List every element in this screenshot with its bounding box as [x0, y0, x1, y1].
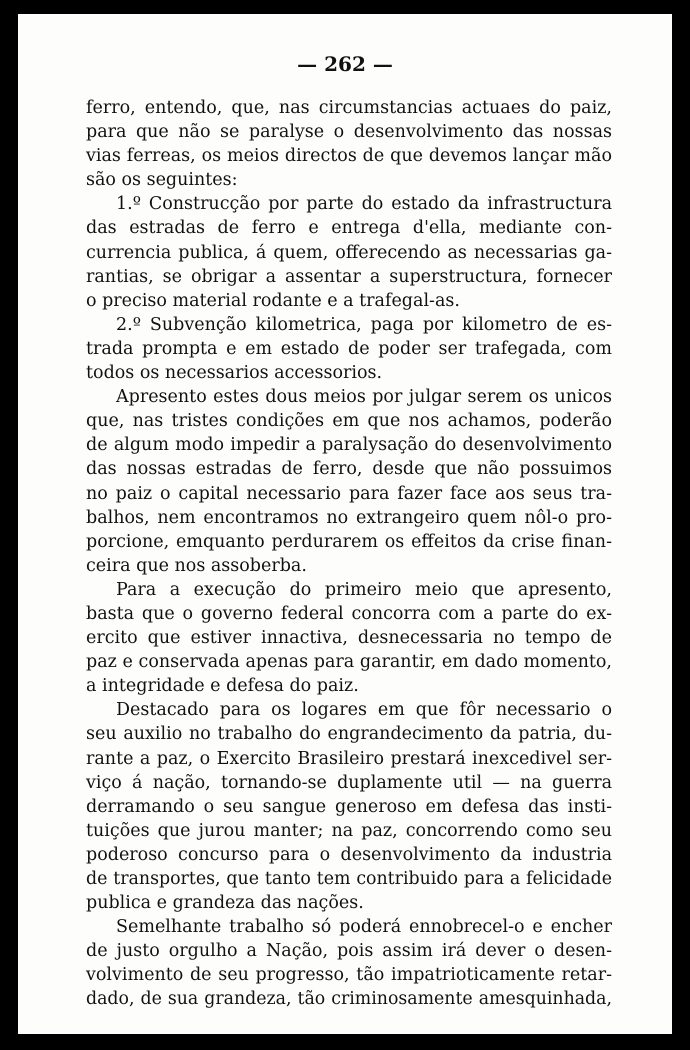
text-line: de transportes, que tanto tem contribuido para a felicidade — [86, 869, 612, 889]
text-line: Destacado para os logares em que fôr necessario o — [116, 700, 612, 721]
text-line: basta que o governo federal concorra com a parte do ex- — [86, 603, 612, 624]
text-line: ceira que nos assoberba. — [86, 555, 307, 576]
text-line: poderoso concurso para o desenvolvimento da industria — [86, 844, 612, 865]
text-line: ferro, entendo, que, nas circumstancias actuaes do paiz, — [86, 98, 612, 118]
text-line: seu auxilio no trabalho do engrandecimento da patria, du- — [86, 724, 612, 745]
text-line: publica e grandeza das nações. — [86, 893, 364, 914]
text-line: viço á nação, tornando-se duplamente util — na guerra — [86, 772, 612, 793]
text-line: Semelhante trabalho só poderá ennobrecel-o e encher — [116, 917, 612, 938]
text-line: paz e conservada apenas para garantir, em dado momento, — [86, 652, 612, 673]
text-line: balhos, nem encontramos no extrangeiro quem nôl-o pro- — [86, 507, 612, 528]
text-line: Apresento estes dous meios por julgar serem os unicos — [116, 387, 612, 408]
text-line: Para a execução do primeiro meio que apresento, — [116, 579, 612, 600]
text-line: derramando o seu sangue generoso em defesa das insti- — [86, 796, 612, 817]
text-line: vias ferreas, os meios directos de que devemos lançar mão — [86, 146, 612, 167]
book-page — [18, 14, 672, 1034]
text-line: no paiz o capital necessario para fazer face aos seus tra- — [86, 483, 612, 504]
text-line: volvimento de seu progresso, tão impatrioticamente retar- — [86, 965, 612, 986]
text-line: currencia publica, á quem, offerecendo as necessarias ga- — [86, 242, 612, 263]
text-line: rante a paz, o Exercito Brasileiro prestará inexcedivel ser- — [86, 748, 612, 769]
text-line: das estradas de ferro e entrega d'ella, mediante con- — [86, 218, 612, 239]
body-text — [86, 96, 612, 1012]
text-line: de justo orgulho a Nação, pois assim irá dever o desen- — [86, 941, 612, 962]
text-line: das nossas estradas de ferro, desde que não possuimos — [86, 459, 612, 480]
text-line: o preciso material rodante e a trafegal-as. — [86, 290, 460, 311]
text-line: todos os necessarios accessorios. — [86, 363, 383, 384]
page-number: — 262 — — [297, 52, 393, 76]
text-line: 2.º Subvenção kilometrica, paga por kilometro de es- — [116, 314, 612, 335]
text-line: que, nas tristes condições em que nos achamos, poderão — [86, 411, 612, 432]
text-line: tuições que jurou manter; na paz, concorrendo como seu — [86, 820, 612, 841]
text-line: porcione, emquanto perdurarem os effeitos da crise finan- — [86, 531, 612, 552]
text-line: de algum modo impedir a paralysação do desenvolvimento — [86, 435, 612, 456]
text-line: ercito que estiver innactiva, desnecessaria no tempo de — [86, 628, 612, 649]
text-line: a integridade e defesa do paiz. — [86, 676, 359, 697]
text-line: para que não se paralyse o desenvolvimento das nossas — [86, 122, 612, 143]
text-line: trada prompta e em estado de poder ser trafegada, com — [86, 338, 612, 359]
text-line: rantias, se obrigar a assentar a superstructura, fornecer — [86, 266, 612, 287]
text-line: 1.º Construcção por parte do estado da infrastructura — [116, 194, 612, 215]
text-line: dado, de sua grandeza, tão criminosamente amesquinhada, — [86, 989, 612, 1010]
text-line: são os seguintes: — [86, 170, 238, 191]
